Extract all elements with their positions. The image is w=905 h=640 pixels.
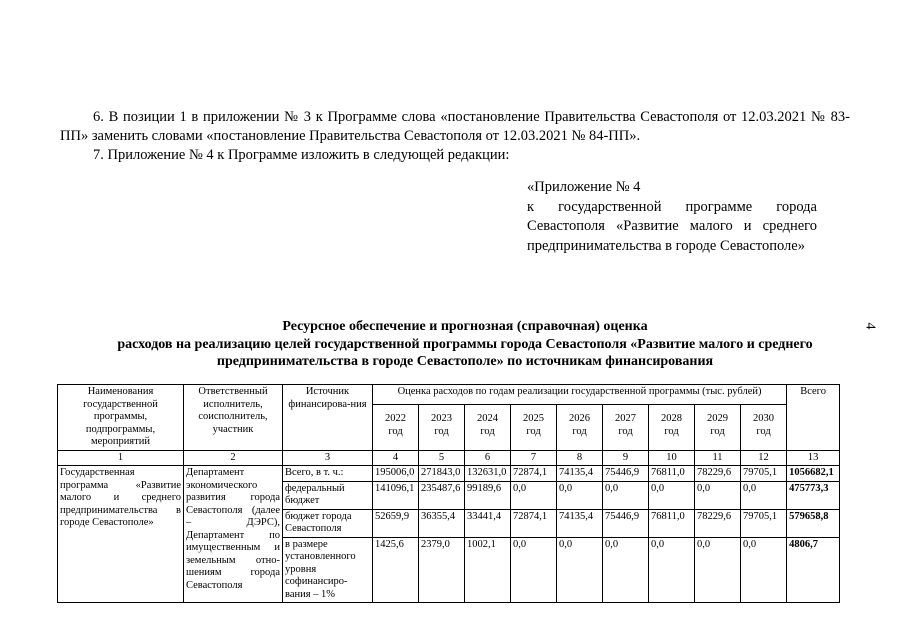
value-cell: 1002,1 <box>465 537 511 603</box>
year-number: 2030 <box>753 413 775 425</box>
year-number: 2024 <box>477 413 498 425</box>
program-name-cell: Государственная программа «Развитие малого и среднего предпринимательства в городе Севастополе» <box>58 466 184 603</box>
header-year <box>649 405 695 450</box>
value-cell: 271843,0 <box>419 466 465 482</box>
header-source: Источник финансирова-ния <box>283 385 373 451</box>
total-cell: 579658,8 <box>787 509 840 537</box>
annex-reference: к государственной программе города Севастополя «Развитие малого и среднего предпринимательства в городе Севастополе» <box>527 198 817 254</box>
header-year <box>419 405 465 450</box>
column-number: 10 <box>649 450 695 466</box>
page-number: 4 <box>862 322 878 330</box>
year-number: 2027 <box>615 413 636 425</box>
column-numbers-row <box>58 450 840 466</box>
year-number: 2023 <box>431 413 452 425</box>
year-number: 2025 <box>523 413 544 425</box>
value-cell: 0,0 <box>557 537 603 603</box>
column-number: 7 <box>511 450 557 466</box>
header-year <box>741 405 787 450</box>
value-cell: 0,0 <box>695 537 741 603</box>
value-cell: 36355,4 <box>419 509 465 537</box>
value-cell: 132631,0 <box>465 466 511 482</box>
total-cell: 4806,7 <box>787 537 840 603</box>
column-number: 3 <box>283 450 373 466</box>
year-number: 2028 <box>661 413 682 425</box>
value-cell: 33441,4 <box>465 509 511 537</box>
value-cell: 1425,6 <box>373 537 419 603</box>
year-number: 2026 <box>569 413 590 425</box>
paragraph-6: 6. В позиции 1 в приложении № 3 к Программе слова «постановление Правительства Севастополя от 12.03.2021 № 83-ПП» заменить словами «постановление Правительства Севастополя от 12.03.2021 № 84-ПП». <box>60 109 850 144</box>
annex-header <box>527 178 817 256</box>
header-row-1 <box>58 385 840 405</box>
year-unit: год <box>618 425 633 437</box>
table-row <box>58 466 840 482</box>
source-cell: федеральный бюджет <box>283 481 373 509</box>
value-cell: 0,0 <box>695 481 741 509</box>
source-cell: в размере установленного уровня софинансиро-вания – 1% <box>283 537 373 603</box>
header-total: Всего <box>787 385 840 451</box>
total-cell: 1056682,1 <box>787 466 840 482</box>
year-unit: год <box>388 425 403 437</box>
total-cell: 475773,3 <box>787 481 840 509</box>
value-cell: 0,0 <box>603 537 649 603</box>
header-estimate: Оценка расходов по годам реализации государственной программы (тыс. рублей) <box>373 385 787 405</box>
value-cell: 0,0 <box>511 481 557 509</box>
value-cell: 75446,9 <box>603 466 649 482</box>
value-cell: 0,0 <box>557 481 603 509</box>
header-year <box>695 405 741 450</box>
column-number: 5 <box>419 450 465 466</box>
header-responsible: Ответственный исполнитель, соисполнитель, участник <box>184 385 283 451</box>
year-unit: год <box>710 425 725 437</box>
value-cell: 141096,1 <box>373 481 419 509</box>
value-cell: 79705,1 <box>741 509 787 537</box>
column-number: 13 <box>787 450 840 466</box>
column-number: 11 <box>695 450 741 466</box>
column-number: 12 <box>741 450 787 466</box>
value-cell: 0,0 <box>649 537 695 603</box>
column-number: 1 <box>58 450 184 466</box>
value-cell: 0,0 <box>603 481 649 509</box>
value-cell: 0,0 <box>741 537 787 603</box>
value-cell: 0,0 <box>649 481 695 509</box>
value-cell: 0,0 <box>741 481 787 509</box>
source-cell: Всего, в т. ч.: <box>283 466 373 482</box>
value-cell: 0,0 <box>511 537 557 603</box>
responsible-cell: Департамент экономического развития города Севастополя (далее – ДЭРС), Департамент по имущественным и земельным отно-шениям города Севастополя <box>184 466 283 603</box>
column-number: 6 <box>465 450 511 466</box>
column-number: 8 <box>557 450 603 466</box>
header-year <box>603 405 649 450</box>
table-title-line-1: Ресурсное обеспечение и прогнозная (справочная) оценка <box>282 319 648 334</box>
year-unit: год <box>664 425 679 437</box>
value-cell: 76811,0 <box>649 466 695 482</box>
value-cell: 76811,0 <box>649 509 695 537</box>
header-year <box>465 405 511 450</box>
value-cell: 79705,1 <box>741 466 787 482</box>
value-cell: 99189,6 <box>465 481 511 509</box>
year-unit: год <box>756 425 771 437</box>
column-number: 2 <box>184 450 283 466</box>
year-unit: год <box>572 425 587 437</box>
header-name: Наименования государственной программы, подпрограммы, мероприятий <box>58 385 184 451</box>
value-cell: 235487,6 <box>419 481 465 509</box>
value-cell: 2379,0 <box>419 537 465 603</box>
value-cell: 74135,4 <box>557 466 603 482</box>
column-number: 4 <box>373 450 419 466</box>
value-cell: 78229,6 <box>695 509 741 537</box>
resource-table <box>57 384 840 603</box>
value-cell: 78229,6 <box>695 466 741 482</box>
value-cell: 75446,9 <box>603 509 649 537</box>
source-cell: бюджет города Севастополя <box>283 509 373 537</box>
header-year <box>557 405 603 450</box>
year-unit: год <box>434 425 449 437</box>
year-unit: год <box>480 425 495 437</box>
value-cell: 74135,4 <box>557 509 603 537</box>
value-cell: 72874,1 <box>511 509 557 537</box>
value-cell: 52659,9 <box>373 509 419 537</box>
paragraph-7: 7. Приложение № 4 к Программе изложить в следующей редакции: <box>93 147 510 163</box>
column-number: 9 <box>603 450 649 466</box>
annex-title: «Приложение № 4 <box>527 179 641 195</box>
header-year <box>511 405 557 450</box>
value-cell: 195006,0 <box>373 466 419 482</box>
year-number: 2029 <box>707 413 728 425</box>
year-number: 2022 <box>385 413 406 425</box>
value-cell: 72874,1 <box>511 466 557 482</box>
header-year <box>373 405 419 450</box>
table-title-line-2: расходов на реализацию целей государственной программы города Севастополя «Развитие малого и среднего <box>117 337 813 352</box>
table-title-line-3: предпринимательства в городе Севастополе» по источникам финансирования <box>216 354 714 369</box>
year-unit: год <box>526 425 541 437</box>
